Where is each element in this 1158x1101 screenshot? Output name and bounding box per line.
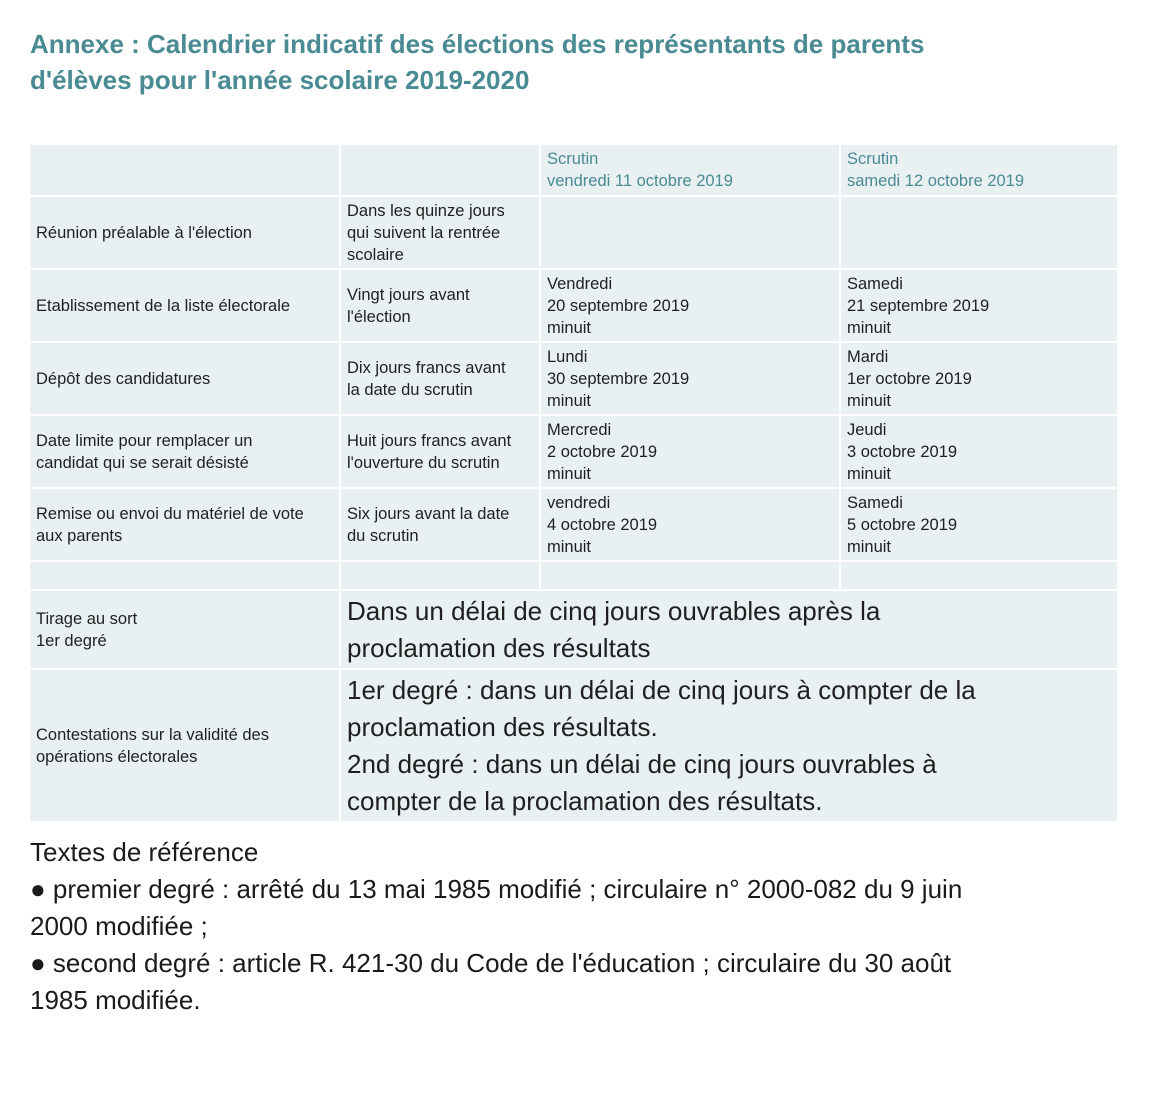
row-saturday-date: Jeudi 3 octobre 2019 minuit	[841, 416, 1117, 487]
row-delay: Huit jours francs avant l'ouverture du scrutin	[341, 416, 539, 487]
page-title-line-2: d'élèves pour l'année scolaire 2019-2020	[30, 65, 530, 95]
row-friday-date: Mercredi 2 octobre 2019 minuit	[541, 416, 839, 487]
row-saturday-date: Samedi 5 octobre 2019 minuit	[841, 489, 1117, 560]
row-saturday-date	[841, 197, 1117, 268]
tirage-row	[30, 591, 1117, 668]
row-friday-date: Lundi 30 septembre 2019 minuit	[541, 343, 839, 414]
references-heading: Textes de référence	[30, 837, 259, 867]
row-label: Dépôt des candidatures	[30, 343, 339, 414]
contest-row	[30, 670, 1117, 821]
spacer-cell	[841, 562, 1117, 589]
tirage-text: Dans un délai de cinq jours ouvrables après la proclamation des résultats	[341, 591, 1117, 668]
row-label: Date limite pour remplacer un candidat qui se serait désisté	[30, 416, 339, 487]
contest-label: Contestations sur la validité des opérations électorales	[30, 670, 339, 821]
contest-text: 1er degré : dans un délai de cinq jours à compter de la proclamation des résultats. 2nd degré : dans un délai de cinq jours ouvrables à compter de la proclamation des résultats.	[341, 670, 1117, 821]
header-friday-ballot: Scrutin vendredi 11 octobre 2019	[541, 145, 839, 195]
reference-item-secondary: ● second degré : article R. 421-30 du Code de l'éducation ; circulaire du 30 août 1985 modifiée.	[30, 948, 952, 1015]
row-saturday-date: Mardi 1er octobre 2019 minuit	[841, 343, 1117, 414]
row-friday-date	[541, 197, 839, 268]
row-delay: Dix jours francs avant la date du scrutin	[341, 343, 539, 414]
spacer-cell	[541, 562, 839, 589]
reference-item-primary: ● premier degré : arrêté du 13 mai 1985 modifié ; circulaire n° 2000-082 du 9 juin 2000 modifiée ;	[30, 874, 963, 941]
row-label: Réunion préalable à l'élection	[30, 197, 339, 268]
table-row	[30, 343, 1117, 414]
election-calendar-table	[28, 143, 1119, 823]
table-header-row	[30, 145, 1117, 195]
header-saturday-ballot: Scrutin samedi 12 octobre 2019	[841, 145, 1117, 195]
row-delay: Vingt jours avant l'élection	[341, 270, 539, 341]
row-friday-date: Vendredi 20 septembre 2019 minuit	[541, 270, 839, 341]
row-friday-date: vendredi 4 octobre 2019 minuit	[541, 489, 839, 560]
row-saturday-date: Samedi 21 septembre 2019 minuit	[841, 270, 1117, 341]
row-delay: Dans les quinze jours qui suivent la rentrée scolaire	[341, 197, 539, 268]
header-empty-cell	[30, 145, 339, 195]
spacer-cell	[30, 562, 339, 589]
row-label: Remise ou envoi du matériel de vote aux parents	[30, 489, 339, 560]
header-empty-cell	[341, 145, 539, 195]
row-label: Etablissement de la liste électorale	[30, 270, 339, 341]
row-delay: Six jours avant la date du scrutin	[341, 489, 539, 560]
table-row	[30, 197, 1117, 268]
table-row	[30, 489, 1117, 560]
page-title	[30, 26, 1130, 98]
page-title-line-1: Annexe : Calendrier indicatif des élections des représentants de parents	[30, 29, 925, 59]
table-spacer-row	[30, 562, 1117, 589]
spacer-cell	[341, 562, 539, 589]
table-row	[30, 270, 1117, 341]
tirage-label: Tirage au sort 1er degré	[30, 591, 339, 668]
table-row	[30, 416, 1117, 487]
references-section	[30, 834, 1140, 1019]
